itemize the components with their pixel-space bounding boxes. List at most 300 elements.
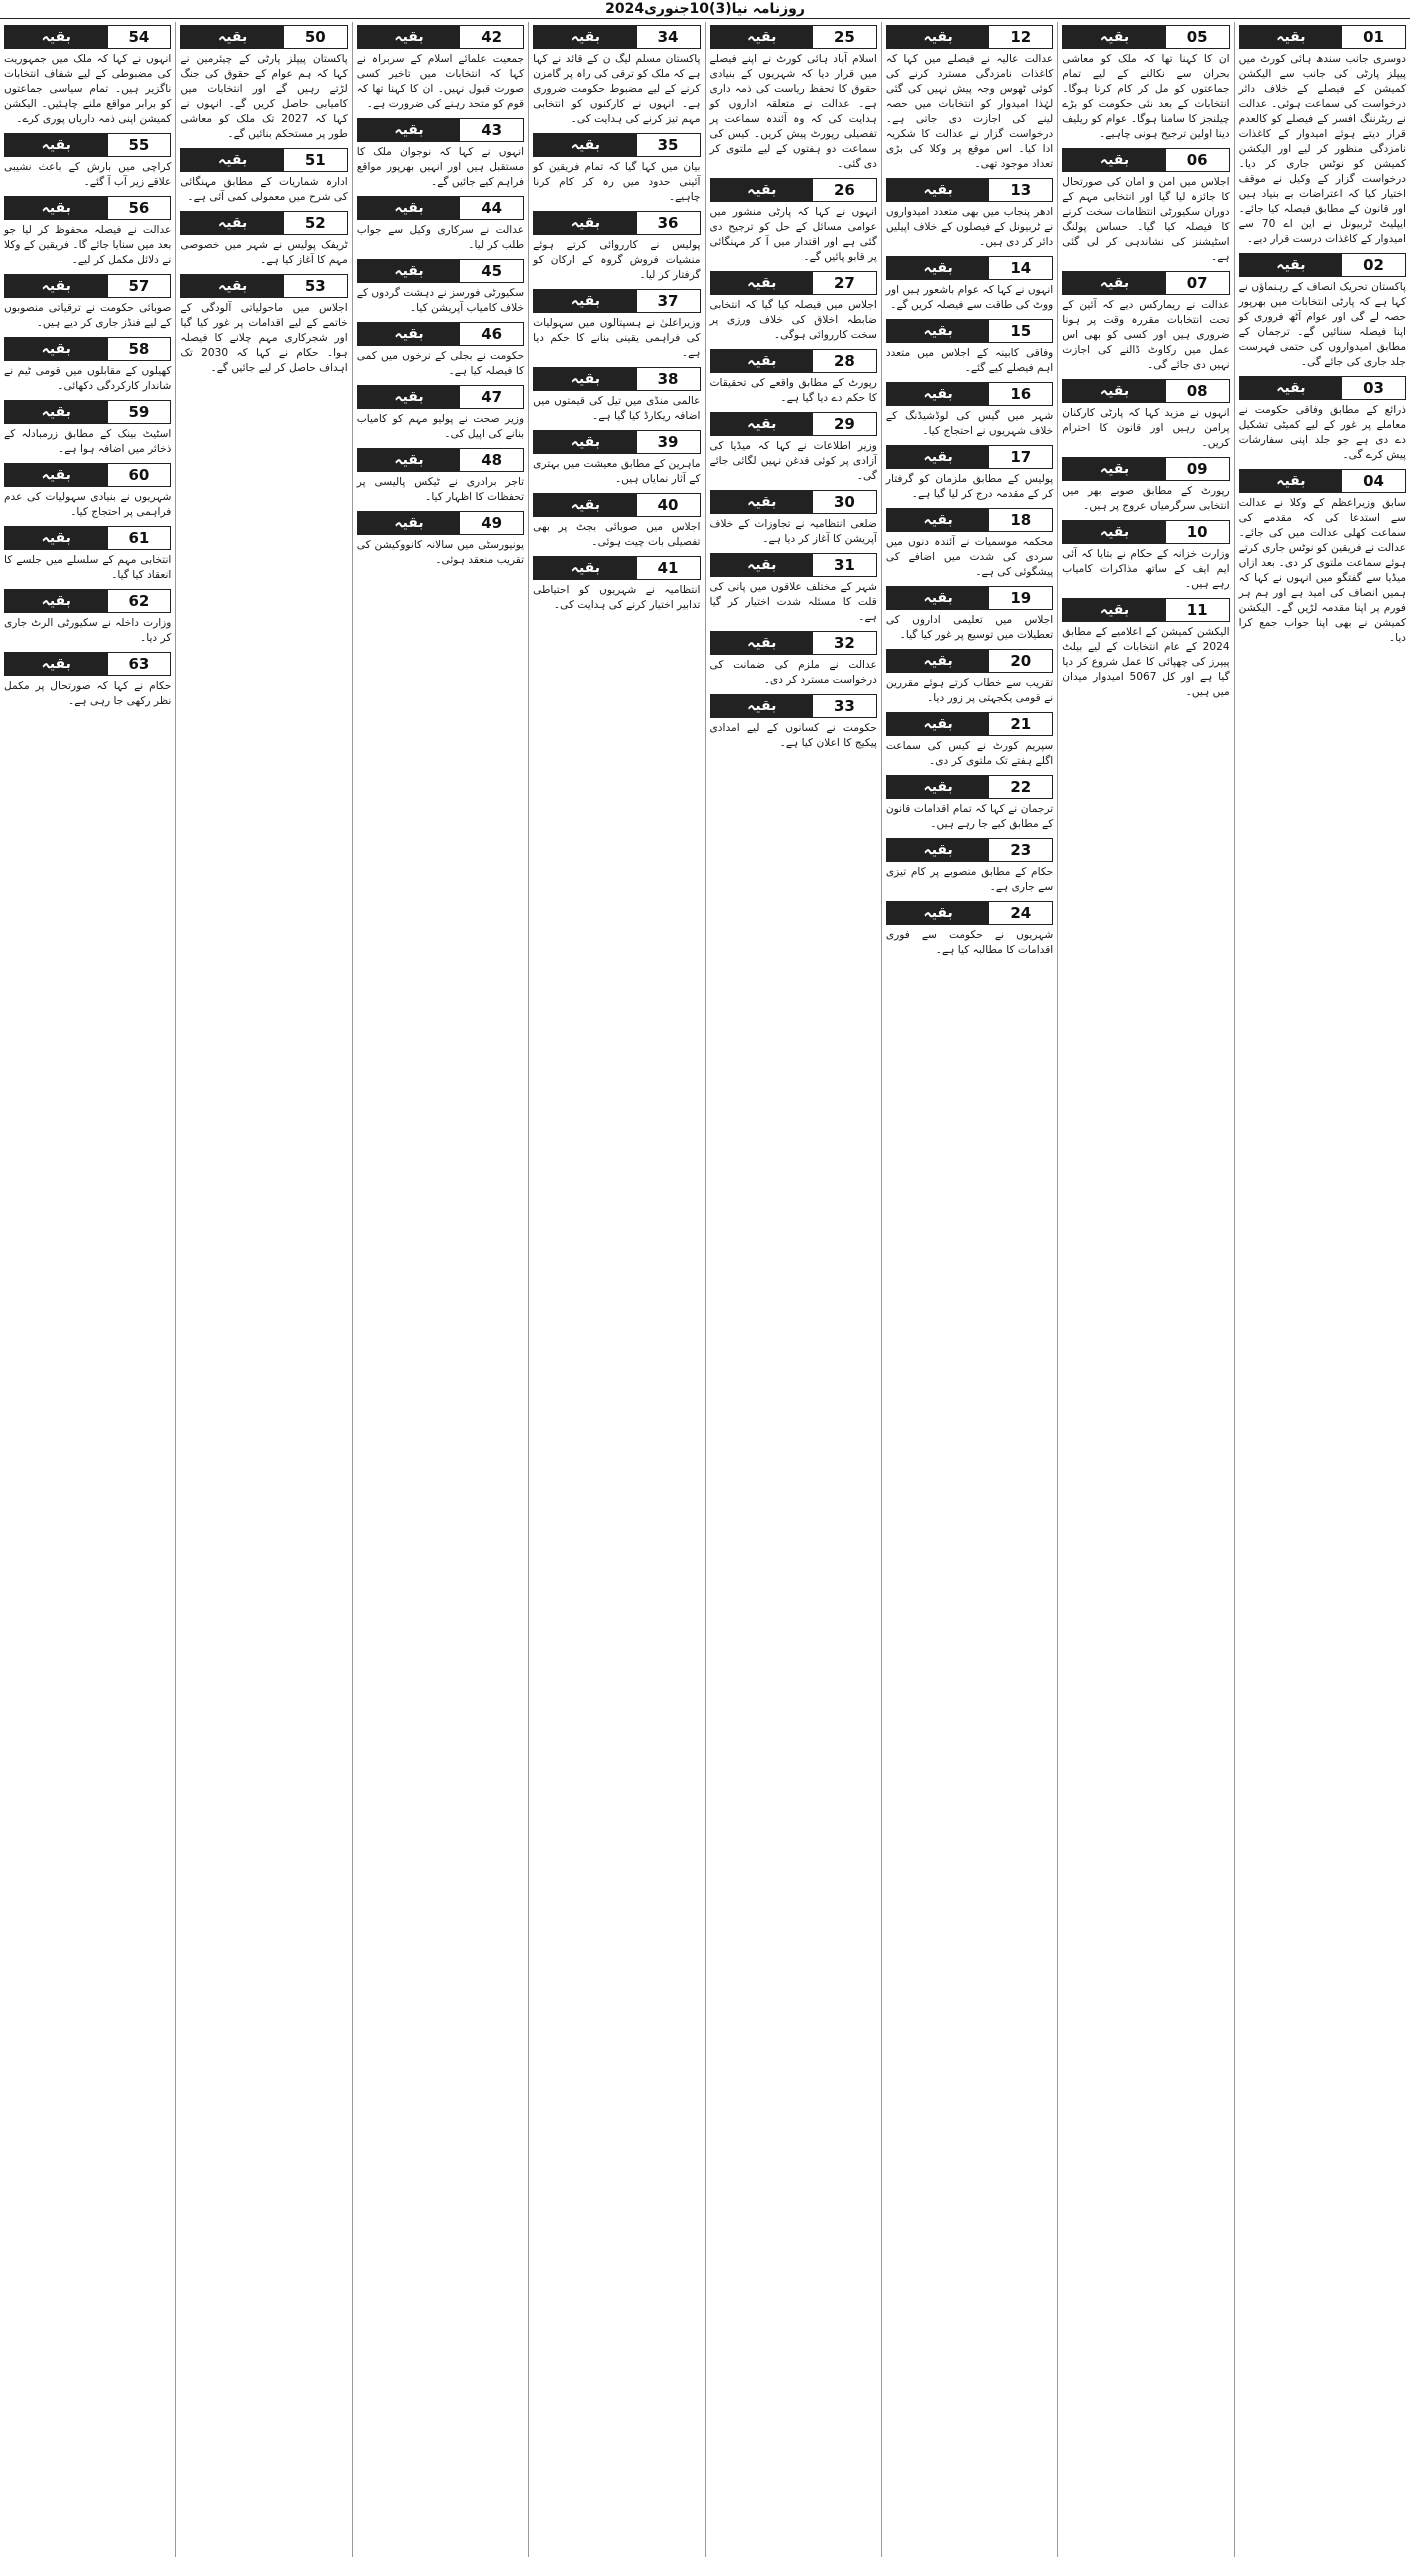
continuation-number: 04: [1342, 470, 1405, 492]
continuation-tag: [1239, 253, 1406, 277]
continuation-number: 01: [1342, 26, 1405, 48]
continuation-block: [4, 274, 171, 331]
continuation-number: 08: [1166, 380, 1229, 402]
continuation-block: [886, 775, 1053, 832]
newspaper-column: [352, 22, 528, 2557]
continuation-block: [533, 367, 700, 424]
continuation-label: بقیہ: [1063, 380, 1166, 402]
continuation-number: 52: [284, 212, 347, 234]
continuation-block: [886, 25, 1053, 172]
article-text: اجلاس میں صوبائی بجٹ پر بھی تفصیلی بات چیت ہوئی۔: [533, 521, 701, 548]
continuation-tag: [1062, 457, 1229, 481]
continuation-block: [886, 586, 1053, 643]
article-text: اجلاس میں ماحولیاتی آلودگی کے خاتمے کے لیے اقدامات پر غور کیا گیا اور شجرکاری مہم چلانے کا فیصلہ ہوا۔ حکام نے کہا کہ 2030 تک اہداف حاصل کر لیے جائیں گے۔: [180, 302, 348, 374]
article-text: ادارہ شماریات کے مطابق مہنگائی کی شرح میں معمولی کمی آئی ہے۔: [180, 176, 348, 203]
article-text: شہریوں نے حکومت سے فوری اقدامات کا مطالبہ کیا ہے۔: [885, 929, 1054, 956]
newspaper-column: [528, 22, 704, 2557]
continuation-tag: [710, 694, 877, 718]
continuation-tag: [886, 445, 1053, 469]
continuation-tag: [710, 271, 877, 295]
newspaper-column: [1057, 22, 1233, 2557]
continuation-number: 13: [989, 179, 1052, 201]
article-text: عالمی منڈی میں تیل کی قیمتوں میں اضافہ ریکارڈ کیا گیا ہے۔: [533, 395, 701, 422]
continuation-number: 54: [108, 26, 171, 48]
article-text: انتخابی مہم کے سلسلے میں جلسے کا انعقاد کیا گیا۔: [4, 554, 172, 581]
article-text: عدالت نے ریمارکس دیے کہ آئین کے تحت انتخابات مقررہ وقت پر ہونا ضروری ہیں اور کسی کو بھی اس عمل میں رکاوٹ ڈالنے کی اجازت نہیں دی جائے گی۔: [1062, 299, 1230, 371]
continuation-block: [886, 178, 1053, 250]
continuation-block: [357, 25, 524, 112]
article-text: حکام نے کہا کہ صورتحال پر مکمل نظر رکھی جا رہی ہے۔: [4, 680, 172, 707]
continuation-tag: [710, 553, 877, 577]
continuation-label: بقیہ: [181, 149, 284, 171]
continuation-label: بقیہ: [358, 386, 461, 408]
continuation-block: [1062, 457, 1229, 514]
continuation-number: 16: [989, 383, 1052, 405]
article-text: اسلام آباد ہائی کورٹ نے اپنے فیصلے میں قرار دیا کہ شہریوں کے بنیادی حقوق کا تحفظ ریاست کی ذمہ داری ہے۔ عدالت نے متعلقہ اداروں کو ہدایت کی کہ وہ آئندہ سماعت پر تفصیلی رپورٹ پیش کریں۔ کیس کی سماعت دو ہفتوں کے لیے ملتوی کر دی گئی۔: [709, 53, 877, 170]
continuation-block: [710, 631, 877, 688]
continuation-number: 48: [460, 449, 523, 471]
continuation-tag: [1062, 520, 1229, 544]
article-text: عدالت عالیہ نے فیصلے میں کہا کہ کاغذات نامزدگی مسترد کرنے کی کوئی ٹھوس وجہ پیش نہیں کی گئی لہٰذا امیدوار کو انتخابات میں حصہ لینے کی اجازت دی جاتی ہے۔ درخواست گزار نے عدالت کا شکریہ ادا کیا۔ اس موقع پر وکلا کی بڑی تعداد موجود تھی۔: [885, 53, 1054, 170]
continuation-number: 09: [1166, 458, 1229, 480]
continuation-number: 02: [1342, 254, 1405, 276]
continuation-label: بقیہ: [5, 590, 108, 612]
newspaper-column: [1234, 22, 1410, 2557]
continuation-tag: [357, 448, 524, 472]
continuation-label: بقیہ: [358, 323, 461, 345]
continuation-label: بقیہ: [5, 26, 108, 48]
continuation-tag: [533, 556, 700, 580]
continuation-label: بقیہ: [1063, 458, 1166, 480]
continuation-label: بقیہ: [887, 257, 990, 279]
newspaper-column: [881, 22, 1057, 2557]
continuation-tag: [886, 649, 1053, 673]
article-text: انتظامیہ نے شہریوں کو احتیاطی تدابیر اختیار کرنے کی ہدایت کی۔: [533, 584, 701, 611]
continuation-number: 41: [637, 557, 700, 579]
continuation-tag: [710, 349, 877, 373]
continuation-block: [4, 463, 171, 520]
article-text: پاکستان پیپلز پارٹی کے چیئرمین نے کہا کہ ہم عوام کے حقوق کی جنگ لڑتے رہیں گے اور انتخابات میں کامیابی حاصل کریں گے۔ انہوں نے کہا کہ 2027 تک ملک کو معاشی طور پر مستحکم بنائیں گے۔: [180, 53, 348, 140]
article-text: ادھر پنجاب میں بھی متعدد امیدواروں نے ٹربیونل کے فیصلوں کے خلاف اپیلیں دائر کر دی ہیں۔: [885, 206, 1054, 248]
continuation-tag: [4, 133, 171, 157]
continuation-block: [180, 274, 347, 376]
continuation-number: 14: [989, 257, 1052, 279]
article-text: پولیس کے مطابق ملزمان کو گرفتار کر کے مقدمہ درج کر لیا گیا ہے۔: [885, 473, 1054, 500]
article-text: وزیر صحت نے پولیو مہم کو کامیاب بنانے کی اپیل کی۔: [356, 413, 525, 440]
continuation-label: بقیہ: [1063, 599, 1166, 621]
continuation-block: [180, 25, 347, 142]
continuation-number: 03: [1342, 377, 1405, 399]
continuation-label: بقیہ: [181, 26, 284, 48]
continuation-label: بقیہ: [534, 290, 637, 312]
continuation-number: 59: [108, 401, 171, 423]
continuation-label: بقیہ: [5, 338, 108, 360]
continuation-block: [710, 25, 877, 172]
continuation-block: [1239, 25, 1406, 247]
continuation-block: [533, 25, 700, 127]
continuation-block: [357, 385, 524, 442]
continuation-label: بقیہ: [887, 713, 990, 735]
continuation-number: 20: [989, 650, 1052, 672]
article-text: حکومت نے کسانوں کے لیے امدادی پیکیج کا اعلان کیا ہے۔: [709, 722, 877, 749]
continuation-number: 29: [813, 413, 876, 435]
continuation-label: بقیہ: [534, 494, 637, 516]
continuation-block: [4, 196, 171, 268]
continuation-block: [4, 652, 171, 709]
continuation-label: بقیہ: [887, 26, 990, 48]
article-text: عدالت نے فیصلہ محفوظ کر لیا جو بعد میں سنایا جائے گا۔ فریقین کے وکلا نے دلائل مکمل کر لیے۔: [4, 224, 172, 266]
continuation-number: 49: [460, 512, 523, 534]
continuation-number: 12: [989, 26, 1052, 48]
continuation-block: [886, 319, 1053, 376]
article-text: کراچی میں بارش کے باعث نشیبی علاقے زیر آب آ گئے۔: [4, 161, 172, 188]
continuation-label: بقیہ: [1063, 272, 1166, 294]
continuation-label: بقیہ: [887, 179, 990, 201]
continuation-block: [4, 526, 171, 583]
continuation-tag: [886, 838, 1053, 862]
continuation-number: 32: [813, 632, 876, 654]
continuation-tag: [710, 25, 877, 49]
continuation-number: 07: [1166, 272, 1229, 294]
article-text: تقریب سے خطاب کرتے ہوئے مقررین نے قومی یکجہتی پر زور دیا۔: [885, 677, 1054, 704]
article-text: پاکستان مسلم لیگ ن کے قائد نے کہا ہے کہ ملک کو ترقی کی راہ پر گامزن کرنے کے لیے مضبوط حکومت ضروری ہے۔ انہوں نے کارکنوں کو انتخابی مہم تیز کرنے کی ہدایت کی۔: [533, 53, 701, 125]
article-text: صوبائی حکومت نے ترقیاتی منصوبوں کے لیے فنڈز جاری کر دیے ہیں۔: [4, 302, 172, 329]
continuation-number: 47: [460, 386, 523, 408]
continuation-tag: [710, 631, 877, 655]
continuation-block: [357, 322, 524, 379]
continuation-number: 06: [1166, 149, 1229, 171]
article-text: ٹریفک پولیس نے شہر میں خصوصی مہم کا آغاز کیا ہے۔: [180, 239, 348, 266]
continuation-number: 21: [989, 713, 1052, 735]
continuation-tag: [533, 430, 700, 454]
article-text: وزیر اطلاعات نے کہا کہ میڈیا کی آزادی پر کوئی قدغن نہیں لگائی جائے گی۔: [709, 440, 877, 482]
continuation-label: بقیہ: [711, 413, 814, 435]
continuation-label: بقیہ: [5, 653, 108, 675]
article-text: محکمہ موسمیات نے آئندہ دنوں میں سردی کی شدت میں اضافے کی پیشگوئی کی ہے۔: [885, 536, 1054, 578]
continuation-number: 53: [284, 275, 347, 297]
continuation-block: [4, 25, 171, 127]
continuation-block: [710, 490, 877, 547]
continuation-block: [886, 508, 1053, 580]
continuation-label: بقیہ: [1240, 470, 1343, 492]
continuation-block: [357, 259, 524, 316]
continuation-block: [886, 445, 1053, 502]
continuation-tag: [180, 148, 347, 172]
continuation-block: [710, 694, 877, 751]
article-text: یونیورسٹی میں سالانہ کانووکیشن کی تقریب منعقد ہوئی۔: [356, 539, 525, 566]
continuation-block: [1239, 469, 1406, 646]
continuation-tag: [533, 211, 700, 235]
article-text: الیکشن کمیشن کے اعلامیے کے مطابق 2024 کے عام انتخابات کے لیے بیلٹ پیپرز کی چھپائی کا عمل شروع کر دیا گیا ہے اور کل 5067 امیدوار میدان میں ہیں۔: [1062, 626, 1230, 698]
article-text: کھیلوں کے مقابلوں میں قومی ٹیم نے شاندار کارکردگی دکھائی۔: [4, 365, 172, 392]
article-text: وفاقی کابینہ کے اجلاس میں متعدد اہم فیصلے کیے گئے۔: [885, 347, 1054, 374]
continuation-label: بقیہ: [5, 527, 108, 549]
article-text: پولیس نے کارروائی کرتے ہوئے منشیات فروش گروہ کے ارکان کو گرفتار کر لیا۔: [533, 239, 701, 281]
continuation-block: [886, 712, 1053, 769]
continuation-block: [533, 430, 700, 487]
continuation-tag: [180, 211, 347, 235]
continuation-number: 37: [637, 290, 700, 312]
continuation-label: بقیہ: [181, 275, 284, 297]
continuation-tag: [180, 25, 347, 49]
continuation-tag: [4, 274, 171, 298]
continuation-block: [886, 838, 1053, 895]
continuation-block: [710, 412, 877, 484]
continuation-number: 38: [637, 368, 700, 390]
continuation-tag: [1239, 469, 1406, 493]
continuation-label: بقیہ: [887, 320, 990, 342]
newspaper-column: [175, 22, 351, 2557]
continuation-label: بقیہ: [5, 197, 108, 219]
continuation-label: بقیہ: [887, 383, 990, 405]
article-text: دوسری جانب سندھ ہائی کورٹ میں پیپلز پارٹی کی جانب سے الیکشن کمیشن کے فیصلے کے خلاف دائر درخواست کی سماعت ہوئی۔ عدالت نے ریٹرننگ افسر کے فیصلے کو کالعدم قرار دیتے ہوئے امیدوار کے کاغذات نامزدگی منظور کر لیے اور الیکشن کمیشن کو نوٹس جاری کر دیا۔ درخواست گزار کے وکیل نے موقف اختیار کیا کہ اعتراضات بے بنیاد ہیں اور قانون کے مطابق فیصلہ کیا جائے۔ ایپلیٹ ٹربیونل نے این اے 70 سے امیدوار کے کاغذات درست قرار دیے۔: [1238, 53, 1406, 245]
continuation-block: [886, 256, 1053, 313]
continuation-label: بقیہ: [358, 26, 461, 48]
continuation-tag: [357, 259, 524, 283]
continuation-tag: [710, 412, 877, 436]
continuation-label: بقیہ: [534, 134, 637, 156]
article-text: حکام کے مطابق منصوبے پر کام تیزی سے جاری ہے۔: [885, 866, 1054, 893]
continuation-number: 18: [989, 509, 1052, 531]
continuation-block: [1239, 253, 1406, 370]
article-text: وزارت خزانہ کے حکام نے بتایا کہ آئی ایم ایف کے ساتھ مذاکرات کامیاب رہے ہیں۔: [1062, 548, 1230, 590]
continuation-number: 26: [813, 179, 876, 201]
continuation-block: [1062, 598, 1229, 700]
continuation-label: بقیہ: [887, 587, 990, 609]
continuation-number: 23: [989, 839, 1052, 861]
continuation-label: بقیہ: [1240, 377, 1343, 399]
continuation-tag: [4, 196, 171, 220]
continuation-label: بقیہ: [5, 134, 108, 156]
continuation-label: بقیہ: [534, 557, 637, 579]
continuation-tag: [357, 511, 524, 535]
continuation-tag: [1062, 379, 1229, 403]
continuation-tag: [4, 337, 171, 361]
continuation-block: [4, 133, 171, 190]
continuation-tag: [886, 586, 1053, 610]
continuation-tag: [533, 289, 700, 313]
continuation-number: 56: [108, 197, 171, 219]
continuation-label: بقیہ: [887, 902, 990, 924]
continuation-block: [710, 271, 877, 343]
columns-container: [0, 22, 1410, 2557]
continuation-label: بقیہ: [711, 491, 814, 513]
article-text: سابق وزیراعظم کے وکلا نے عدالت سے استدعا کی کہ مقدمے کی سماعت کھلی عدالت میں کی جائے۔ عدالت نے فریقین کو نوٹس جاری کرتے ہوئے سماعت ملتوی کر دی۔ بعد ازاں میڈیا سے گفتگو میں انہوں نے کہا کہ ہمیں انصاف کی امید ہے اور ہم ہر فورم پر اپنا مقدمہ لڑیں گے۔ الیکشن کمیشن نے بھی اپنا جواب جمع کرا دیا۔: [1238, 497, 1406, 644]
continuation-number: 15: [989, 320, 1052, 342]
continuation-number: 40: [637, 494, 700, 516]
continuation-tag: [357, 118, 524, 142]
continuation-tag: [4, 526, 171, 550]
continuation-label: بقیہ: [5, 464, 108, 486]
continuation-label: بقیہ: [1063, 26, 1166, 48]
article-text: حکومت نے بجلی کے نرخوں میں کمی کا فیصلہ کیا ہے۔: [356, 350, 525, 377]
article-text: شہر میں گیس کی لوڈشیڈنگ کے خلاف شہریوں نے احتجاج کیا۔: [885, 410, 1054, 437]
continuation-tag: [533, 25, 700, 49]
continuation-number: 22: [989, 776, 1052, 798]
continuation-number: 30: [813, 491, 876, 513]
continuation-label: بقیہ: [711, 272, 814, 294]
continuation-label: بقیہ: [887, 776, 990, 798]
article-text: رپورٹ کے مطابق واقعے کی تحقیقات کا حکم دے دیا گیا ہے۔: [709, 377, 877, 404]
continuation-block: [1239, 376, 1406, 463]
continuation-tag: [1062, 25, 1229, 49]
continuation-block: [710, 178, 877, 265]
continuation-number: 25: [813, 26, 876, 48]
continuation-tag: [4, 25, 171, 49]
continuation-number: 34: [637, 26, 700, 48]
continuation-block: [357, 196, 524, 253]
continuation-block: [533, 556, 700, 613]
article-text: ضلعی انتظامیہ نے تجاوزات کے خلاف آپریشن کا آغاز کر دیا ہے۔: [709, 518, 877, 545]
continuation-label: بقیہ: [534, 26, 637, 48]
continuation-tag: [1239, 25, 1406, 49]
continuation-label: بقیہ: [5, 401, 108, 423]
continuation-number: 62: [108, 590, 171, 612]
continuation-label: بقیہ: [534, 368, 637, 390]
continuation-number: 33: [813, 695, 876, 717]
continuation-number: 58: [108, 338, 171, 360]
continuation-block: [357, 511, 524, 568]
continuation-tag: [886, 901, 1053, 925]
continuation-label: بقیہ: [358, 119, 461, 141]
article-text: پاکستان تحریک انصاف کے رہنماؤں نے کہا ہے کہ پارٹی انتخابات میں بھرپور حصہ لے گی اور عوام آٹھ فروری کو اپنا فیصلہ سنائیں گے۔ ترجمان کے مطابق امیدواروں کی حتمی فہرست جلد جاری کی جائے گی۔: [1238, 281, 1406, 368]
article-text: ماہرین کے مطابق معیشت میں بہتری کے آثار نمایاں ہیں۔: [533, 458, 701, 485]
continuation-number: 31: [813, 554, 876, 576]
article-text: اجلاس میں امن و امان کی صورتحال کا جائزہ لیا گیا اور انتخابی مہم کے دوران سکیورٹی انتظامات سخت کرنے کا فیصلہ کیا گیا۔ حساس پولنگ اسٹیشنز کی نشاندہی کر لی گئی ہے۔: [1062, 176, 1230, 263]
article-text: اجلاس میں تعلیمی اداروں کی تعطیلات میں توسیع پر غور کیا گیا۔: [885, 614, 1054, 641]
article-text: جمعیت علمائے اسلام کے سربراہ نے کہا کہ انتخابات میں تاخیر کسی صورت قبول نہیں۔ ان کا کہنا تھا کہ قوم کو متحد رہنے کی ضرورت ہے۔: [356, 53, 525, 110]
continuation-tag: [533, 133, 700, 157]
continuation-label: بقیہ: [887, 509, 990, 531]
article-text: عدالت نے سرکاری وکیل سے جواب طلب کر لیا۔: [356, 224, 525, 251]
continuation-label: بقیہ: [711, 695, 814, 717]
continuation-block: [533, 289, 700, 361]
newspaper-column: [705, 22, 881, 2557]
continuation-number: 39: [637, 431, 700, 453]
article-text: شہریوں نے بنیادی سہولیات کی عدم فراہمی پر احتجاج کیا۔: [4, 491, 172, 518]
continuation-label: بقیہ: [358, 449, 461, 471]
continuation-block: [886, 649, 1053, 706]
article-text: اجلاس میں فیصلہ کیا گیا کہ انتخابی ضابطہ اخلاق کی خلاف ورزی پر سخت کارروائی ہوگی۔: [709, 299, 877, 341]
continuation-tag: [1062, 148, 1229, 172]
continuation-number: 61: [108, 527, 171, 549]
continuation-tag: [4, 400, 171, 424]
continuation-block: [710, 349, 877, 406]
continuation-number: 42: [460, 26, 523, 48]
continuation-number: 24: [989, 902, 1052, 924]
continuation-number: 28: [813, 350, 876, 372]
article-text: انہوں نے کہا کہ ملک میں جمہوریت کی مضبوطی کے لیے شفاف انتخابات ناگزیر ہیں۔ تمام سیاسی جماعتوں کو برابر مواقع ملنے چاہئیں۔ الیکشن کمیشن اپنی ذمہ داریاں پوری کرے۔: [4, 53, 172, 125]
continuation-number: 63: [108, 653, 171, 675]
continuation-label: بقیہ: [711, 632, 814, 654]
continuation-number: 46: [460, 323, 523, 345]
continuation-label: بقیہ: [1063, 521, 1166, 543]
continuation-label: بقیہ: [1240, 26, 1343, 48]
continuation-tag: [4, 652, 171, 676]
continuation-block: [1062, 271, 1229, 373]
continuation-label: بقیہ: [358, 197, 461, 219]
continuation-block: [4, 589, 171, 646]
continuation-tag: [886, 712, 1053, 736]
article-text: سکیورٹی فورسز نے دہشت گردوں کے خلاف کامیاب آپریشن کیا۔: [356, 287, 525, 314]
continuation-number: 17: [989, 446, 1052, 468]
continuation-block: [180, 148, 347, 205]
continuation-tag: [886, 178, 1053, 202]
continuation-label: بقیہ: [887, 446, 990, 468]
continuation-number: 60: [108, 464, 171, 486]
continuation-tag: [533, 493, 700, 517]
continuation-label: بقیہ: [711, 350, 814, 372]
continuation-label: بقیہ: [1063, 149, 1166, 171]
continuation-number: 50: [284, 26, 347, 48]
article-text: انہوں نے مزید کہا کہ پارٹی کارکنان پرامن رہیں اور قانون کا احترام کریں۔: [1062, 407, 1230, 449]
continuation-label: بقیہ: [887, 650, 990, 672]
continuation-label: بقیہ: [711, 26, 814, 48]
article-text: ان کا کہنا تھا کہ ملک کو معاشی بحران سے نکالنے کے لیے تمام جماعتوں کو مل کر کام کرنا ہوگا۔ انتخابات کے بعد نئی حکومت کو بڑے چیلنجز کا سامنا ہوگا۔ عوام کو ریلیف دینا اولین ترجیح ہونی چاہیے۔: [1062, 53, 1230, 140]
continuation-tag: [1062, 271, 1229, 295]
continuation-tag: [886, 508, 1053, 532]
continuation-label: بقیہ: [358, 512, 461, 534]
continuation-block: [180, 211, 347, 268]
continuation-label: بقیہ: [534, 431, 637, 453]
continuation-block: [4, 337, 171, 394]
article-text: بیان میں کہا گیا کہ تمام فریقین کو آئینی حدود میں رہ کر کام کرنا چاہیے۔: [533, 161, 701, 203]
article-text: انہوں نے کہا کہ پارٹی منشور میں عوامی مسائل کے حل کو ترجیح دی گئی ہے اور اقتدار میں آ کر مہنگائی پر قابو پائیں گے۔: [709, 206, 877, 263]
continuation-label: بقیہ: [534, 212, 637, 234]
continuation-block: [1062, 520, 1229, 592]
article-text: ذرائع کے مطابق وفاقی حکومت نے معاملے پر غور کے لیے کمیٹی تشکیل دے دی ہے جو جلد اپنی سفارشات پیش کرے گی۔: [1238, 404, 1406, 461]
continuation-label: بقیہ: [711, 554, 814, 576]
continuation-tag: [1062, 598, 1229, 622]
continuation-tag: [357, 385, 524, 409]
article-text: شہر کے مختلف علاقوں میں پانی کی قلت کا مسئلہ شدت اختیار کر گیا ہے۔: [709, 581, 877, 623]
continuation-tag: [710, 490, 877, 514]
continuation-number: 27: [813, 272, 876, 294]
continuation-tag: [710, 178, 877, 202]
article-text: انہوں نے کہا کہ عوام باشعور ہیں اور ووٹ کی طاقت سے فیصلہ کریں گے۔: [885, 284, 1054, 311]
continuation-tag: [357, 25, 524, 49]
continuation-number: 11: [1166, 599, 1229, 621]
continuation-number: 55: [108, 134, 171, 156]
continuation-block: [886, 901, 1053, 958]
continuation-block: [1062, 148, 1229, 265]
continuation-tag: [1239, 376, 1406, 400]
page-masthead: روزنامہ نیا(3)10جنوری2024: [0, 0, 1410, 19]
continuation-block: [533, 211, 700, 283]
article-text: وزارت داخلہ نے سکیورٹی الرٹ جاری کر دیا۔: [4, 617, 172, 644]
article-text: رپورٹ کے مطابق صوبے بھر میں انتخابی سرگرمیاں عروج پر ہیں۔: [1062, 485, 1230, 512]
continuation-label: بقیہ: [887, 839, 990, 861]
continuation-label: بقیہ: [358, 260, 461, 282]
continuation-number: 19: [989, 587, 1052, 609]
article-text: تاجر برادری نے ٹیکس پالیسی پر تحفظات کا اظہار کیا۔: [356, 476, 525, 503]
continuation-label: بقیہ: [181, 212, 284, 234]
continuation-tag: [886, 319, 1053, 343]
continuation-block: [710, 553, 877, 625]
article-text: اسٹیٹ بینک کے مطابق زرمبادلہ کے ذخائر میں اضافہ ہوا ہے۔: [4, 428, 172, 455]
continuation-tag: [357, 322, 524, 346]
continuation-tag: [886, 25, 1053, 49]
continuation-number: 05: [1166, 26, 1229, 48]
continuation-number: 57: [108, 275, 171, 297]
continuation-number: 43: [460, 119, 523, 141]
continuation-block: [4, 400, 171, 457]
continuation-number: 35: [637, 134, 700, 156]
continuation-block: [1062, 379, 1229, 451]
continuation-tag: [886, 775, 1053, 799]
continuation-tag: [180, 274, 347, 298]
newspaper-column: [0, 22, 175, 2557]
